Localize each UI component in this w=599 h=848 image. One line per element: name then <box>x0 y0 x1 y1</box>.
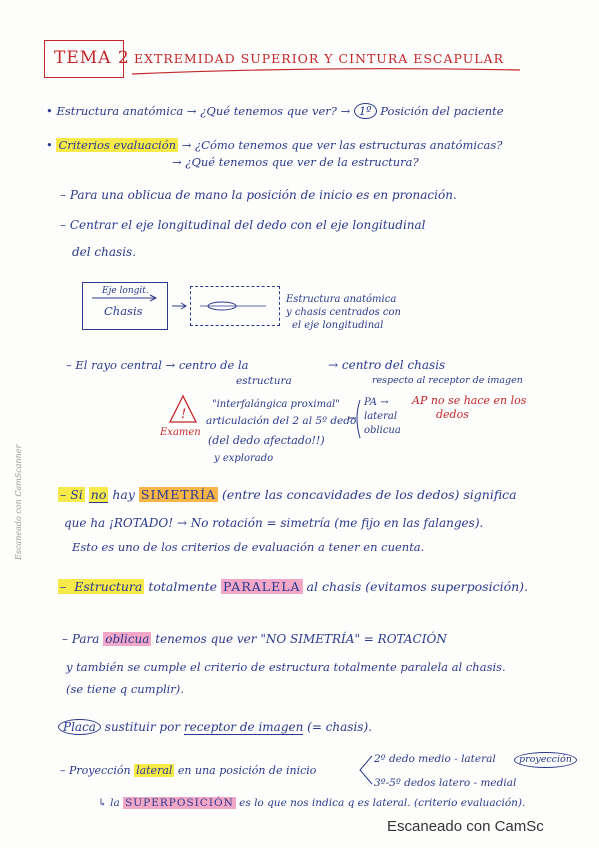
estructura-highlight: Estructura <box>74 579 143 594</box>
title-text: EXTREMIDAD SUPERIOR Y CINTURA ESCAPULAR <box>134 51 504 66</box>
placa-circle: Placa <box>58 719 101 735</box>
lateral-highlight: lateral <box>136 764 173 777</box>
line-tambien: y también se cumple el criterio de estructura totalmente paralela al chasis. <box>66 660 506 674</box>
line-placa: Placa sustituir por receptor de imagen (= chasis). <box>58 720 372 734</box>
line-tercer-quinto: 3º-5º dedos latero - medial <box>374 777 517 789</box>
examen-ap-note: AP no se hace en los <box>412 394 527 407</box>
svg-text:!: ! <box>181 407 187 422</box>
diagram-note-3: el eje longitudinal <box>292 320 384 331</box>
line-centrar-eje: – Centrar el eje longitudinal del dedo con el eje longitudinal <box>60 218 426 232</box>
examen-pa: PA → <box>364 397 389 408</box>
line-rayo-central: – El rayo central → centro de la <box>66 358 249 372</box>
line-estructura-anatomica: • Estructura anatómica → ¿Qué tenemos que ver? → 1º Posición del paciente <box>46 104 504 118</box>
line-segundo-dedo: 2º dedo medio - lateral <box>374 753 496 765</box>
examen-dedos-note: dedos <box>436 408 469 421</box>
line-centro-chasis: → centro del chasis <box>328 358 446 372</box>
no-highlight: no <box>90 487 107 502</box>
scanner-footer: Escaneado con CamSc <box>387 818 544 835</box>
line-se-tiene: (se tiene q cumplir). <box>66 682 184 696</box>
examen-lateral: lateral <box>364 411 398 422</box>
receptor-underline: receptor de imagen <box>183 720 304 734</box>
examen-line-3: (del dedo afectado!!) <box>208 434 325 447</box>
margin-watermark: Escaneado con CamScanner <box>14 444 23 560</box>
diagram-chasis-label: Chasis <box>104 304 143 318</box>
line-del-chasis: del chasis. <box>72 245 137 259</box>
paralela-highlight: PARALELA <box>223 579 301 594</box>
examen-oblicua: oblicua <box>364 425 401 436</box>
line-para-oblicua: – Para oblicua tenemos que ver "NO SIMETRÍA" = ROTACIÓN <box>62 632 447 646</box>
numero-circulo: 1º <box>354 103 377 119</box>
diagram-note-2: y chasis centrados con <box>286 307 401 318</box>
examen-line-2: articulación del 2 al 5º dedo <box>206 415 357 427</box>
line-superposicion: ↳ la SUPERPOSICIÓN es lo que nos indica q es lateral. (criterio evaluación). <box>98 797 526 809</box>
simetria-highlight: SIMETRÍA <box>140 487 217 502</box>
examen-line-1: "interfalángica proximal" <box>212 399 340 410</box>
criterios-highlight: Criterios evaluación <box>58 138 177 152</box>
examen-label: Examen <box>160 427 201 438</box>
title-tema: TEMA 2 <box>54 48 130 68</box>
diagram-eje-label: Eje longit. <box>102 286 149 296</box>
examen-line-4: y explorado <box>214 453 274 464</box>
line-criterios-evaluacion: • Criterios evaluación → ¿Cómo tenemos que ver las estructuras anatómicas? <box>46 138 503 152</box>
line-que-ver: → ¿Qué tenemos que ver de la estructura? <box>172 155 419 169</box>
line-receptor: respecto al receptor de imagen <box>372 375 523 386</box>
diagram-note-1: Estructura anatómica <box>286 294 397 305</box>
line-estructura: estructura <box>236 375 292 387</box>
proyeccion-circle: proyección <box>514 752 577 768</box>
line-paralela: – Estructura totalmente PARALELA al chasis (evitamos superposición). <box>60 579 529 594</box>
line-simetria: – Si no hay SIMETRÍA (entre las concavidades de los dedos) significa <box>60 487 517 502</box>
line-rotado: que ha ¡ROTADO! → No rotación = simetría (me fijo en las falanges). <box>64 516 484 530</box>
line-criterio: Esto es uno de los criterios de evaluación a tener en cuenta. <box>72 540 425 554</box>
superposicion-highlight: SUPERPOSICIÓN <box>125 797 234 809</box>
line-oblicua-mano: – Para una oblicua de mano la posición de inicio es en pronación. <box>60 188 457 202</box>
oblicua-highlight: oblicua <box>105 632 150 646</box>
line-proyeccion-lateral: – Proyección lateral en una posición de inicio <box>60 764 317 777</box>
